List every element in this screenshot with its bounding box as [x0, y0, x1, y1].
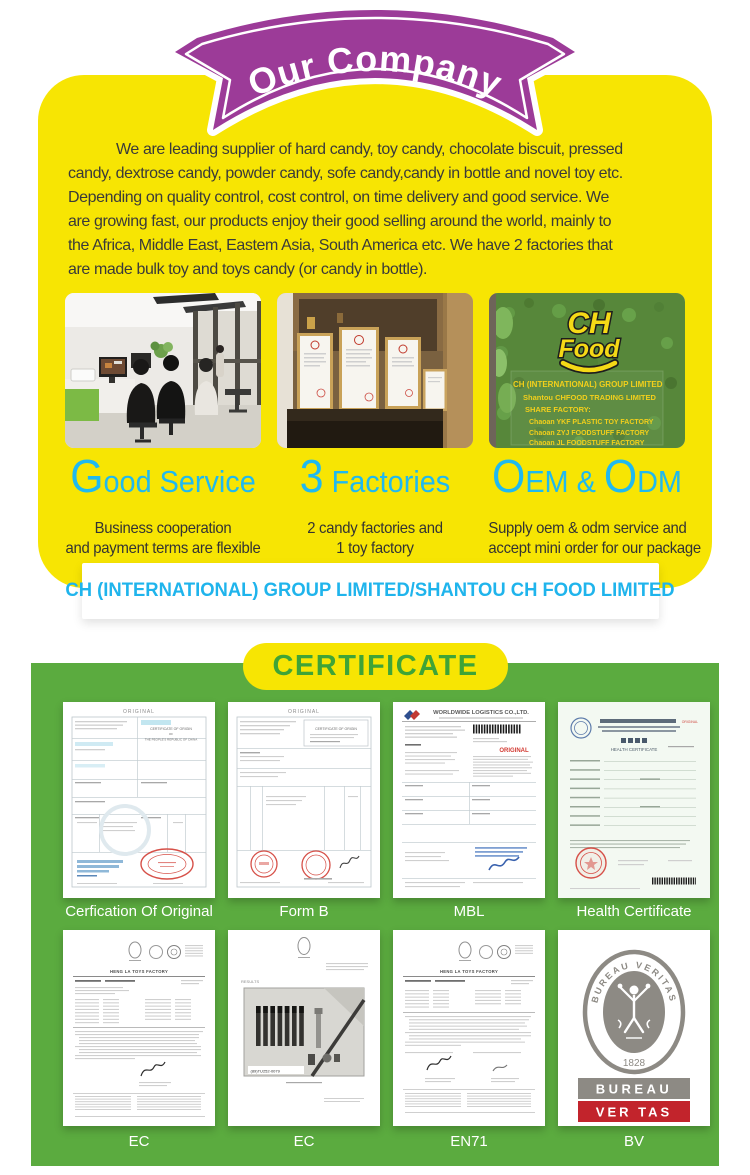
description-line: candy, dextrose candy, powder candy, sofe candy,candy in bottle and novel toy etc. — [68, 165, 623, 182]
company-description — [68, 138, 688, 282]
svg-text:OF: OF — [168, 732, 174, 736]
sample-photo — [244, 988, 364, 1076]
lab-logos-icon — [129, 942, 203, 961]
description-line: Depending on quality control, cost control, on time delivery and good service. We — [68, 189, 609, 206]
sign-line: Shantou CHFOOD TRADING LIMITED — [523, 393, 656, 402]
cert-card-bv — [558, 930, 710, 1126]
feature-title-big: 3 — [299, 450, 324, 502]
spec-table — [405, 990, 521, 1008]
cert-card-form-b — [228, 702, 380, 898]
report-header: HENG LA TOYS FACTORY — [439, 969, 499, 974]
lab-logos-icon — [459, 942, 533, 961]
office-photo — [65, 293, 261, 448]
framed-certificate — [339, 327, 379, 411]
red-stamp-icon — [141, 849, 193, 879]
feature-desc-line: 1 toy factory — [336, 540, 414, 557]
original-label: ORIGINAL — [499, 748, 529, 754]
lab-logo-icon — [298, 938, 310, 955]
bv-bar-bureau: BUREAU — [595, 1081, 673, 1097]
sample-code: (89)TU252-0079 — [250, 1068, 280, 1074]
cert-label: EC — [293, 1133, 315, 1150]
logo-text-ch: CH — [567, 307, 611, 340]
feature-title-small: Factories — [323, 464, 451, 499]
original-label: ORIGINAL — [288, 709, 320, 715]
cert-label: Form B — [279, 903, 329, 920]
feature-oem-odm — [488, 450, 701, 559]
sign-line: Chaoan YKF PLASTIC TOY FACTORY — [529, 419, 654, 426]
bureau-veritas-logo — [585, 952, 683, 1072]
signature-icon — [489, 857, 519, 870]
signature-icon — [340, 856, 359, 868]
feature-title — [276, 450, 473, 511]
cert-card-en71 — [393, 930, 545, 1126]
cert-label: Health Certificate — [576, 903, 692, 920]
description-line: are growing fast, our products enjoy their good selling around the world, mainly to — [68, 213, 612, 230]
description-line: are made bulk toy and toys candy (or candy in bottle). — [68, 261, 428, 278]
feature-desc-line: 2 candy factories and — [307, 520, 443, 537]
feature-title-small: EM & — [525, 464, 604, 499]
coo-title: CERTIFICATE OF ORIGIN — [315, 727, 357, 731]
report-header: HENG LA TOYS FACTORY — [109, 969, 169, 974]
feature-title: OEM & ODM — [492, 450, 682, 502]
cert-label: MBL — [453, 903, 485, 920]
framed-certificate — [385, 337, 421, 409]
health-certificate-title: HEALTH CERTIFICATE — [610, 747, 658, 752]
framed-certificate — [423, 369, 447, 411]
certificate-title-pill — [243, 643, 508, 690]
signature-icon — [427, 1056, 451, 1070]
feature-description — [64, 519, 261, 559]
certificate-title: CERTIFICATE — [272, 650, 479, 682]
company-name-bar — [65, 563, 676, 619]
company-sign-photo — [489, 293, 685, 448]
svg-text:THE PEOPLE'S REPUBLIC OF CHINA: THE PEOPLE'S REPUBLIC OF CHINA — [144, 737, 198, 742]
cert-card-ec-report — [63, 930, 215, 1126]
feature-description — [276, 519, 473, 559]
cert-card-ec-photo — [228, 930, 380, 1126]
banner-title: Our Company — [242, 37, 509, 105]
bv-year: 1828 — [622, 1058, 646, 1069]
signature-icon — [493, 1065, 507, 1071]
feature-good-service — [64, 450, 261, 559]
certificate-section — [31, 650, 719, 1166]
feature-title-big: G — [70, 450, 104, 502]
red-stamp-icon — [251, 851, 277, 877]
signature-icon — [141, 1062, 165, 1076]
mbl-header: WORLDWIDE LOGISTICS CO.,LTD. — [433, 710, 529, 716]
feature-factories — [276, 450, 473, 559]
framed-certificate — [297, 333, 333, 411]
original-label: ORIGINAL — [681, 720, 698, 724]
sign-line: SHARE FACTORY: — [525, 405, 591, 414]
logo-text-food: Food — [558, 335, 620, 363]
sign-line: CH (INTERNATIONAL) GROUP LIMITED — [513, 380, 663, 389]
sign-line: Chaoan ZYJ FOODSTUFF FACTORY — [529, 430, 650, 437]
feature-description — [488, 519, 701, 559]
sign-line: Chaoan JL FOODSTUFF FACTORY — [529, 440, 645, 447]
feature-desc-line: Business cooperation — [94, 520, 232, 537]
cert-card-health-certificate — [558, 702, 710, 898]
cert-label: EN71 — [450, 1133, 488, 1150]
feature-title — [64, 450, 261, 511]
company-section — [38, 75, 712, 588]
certificates-shelf-photo — [277, 293, 473, 448]
bv-bar-veritas: VER TAS — [595, 1104, 673, 1120]
cert-label: BV — [623, 1133, 644, 1150]
red-stamp-icon — [302, 851, 330, 879]
cert-card-mbl — [393, 702, 545, 898]
feature-title-big: O — [492, 450, 526, 502]
cert-label: EC — [128, 1133, 150, 1150]
feature-desc-line: accept mini order for our package — [488, 540, 701, 557]
spec-table — [75, 999, 191, 1023]
description-line: the Africa, Middle East, Eastem Asia, South America etc. We have 2 factories that — [68, 237, 613, 254]
feature-desc-line: Supply oem & odm service and — [488, 520, 687, 537]
feature-title-small: ood Service — [103, 464, 256, 499]
cert-card-certification-of-original — [63, 702, 215, 898]
feature-desc-line: and payment terms are flexible — [65, 540, 261, 557]
results-label: RESULTS — [241, 979, 260, 984]
coo-title: CERTIFICATE OF ORIGIN — [150, 727, 192, 731]
description-line: We are leading supplier of hard candy, toy candy, chocolate biscuit, pressed — [116, 141, 623, 158]
company-name-text: CH (INTERNATIONAL) GROUP LIMITED/SHANTOU CH FOOD LIMITED — [65, 580, 676, 601]
cert-label: Cerfication Of Original — [65, 903, 213, 920]
bv-arc-text: BUREAU VERITAS — [589, 959, 679, 1005]
red-stamp-icon — [576, 848, 606, 878]
our-company-ribbon — [175, 8, 575, 143]
original-label: ORIGINAL — [123, 709, 155, 715]
